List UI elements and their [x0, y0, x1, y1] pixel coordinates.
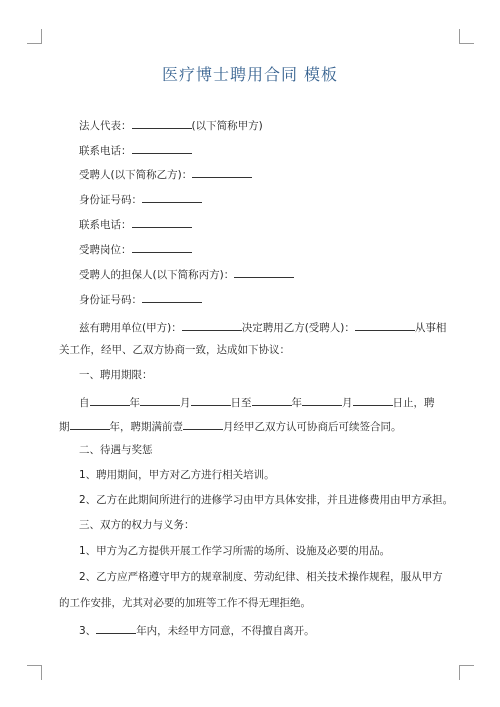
item3-text: 年内，未经甲方同意，不得擅自离开。	[136, 625, 315, 637]
term-line-2	[59, 418, 402, 434]
intro-a: 兹有聘用单位(甲方)：	[79, 322, 182, 334]
phone2-label: 联系电话：	[79, 219, 132, 231]
legal-rep-label: 法人代表：	[79, 120, 132, 132]
position-line	[79, 241, 192, 257]
term-year: 年	[129, 397, 140, 409]
section-1-heading: 一、聘用期限：	[79, 369, 153, 381]
section-3-item-2-line-1: 2、乙方应严格遵守甲方的规章制度、劳动纪律、相关技术操作规程，服从甲方	[79, 571, 443, 583]
intro-line-1	[79, 319, 446, 335]
phone-line-1	[79, 142, 192, 158]
crop-mark-top-right	[459, 29, 474, 44]
term-month2: 月	[342, 397, 353, 409]
phone1-label: 联系电话：	[79, 145, 132, 157]
term-from: 自	[79, 397, 90, 409]
id1-blank	[142, 191, 202, 203]
end-day-blank	[353, 394, 393, 406]
id2-blank	[142, 291, 202, 303]
hiree-line	[79, 166, 252, 182]
position-blank	[132, 241, 192, 253]
guarantor-label: 受聘人的担保人(以下简称丙方)：	[79, 269, 235, 281]
intro-c: 从事相	[414, 322, 447, 334]
start-year-blank	[90, 394, 130, 406]
employee-blank	[355, 319, 415, 331]
id2-label: 身份证号码：	[79, 294, 142, 306]
section-3-item-1: 1、甲方为乙方提供开展工作学习所需的场所、设施及必要的用品。	[79, 545, 391, 557]
section-2-item-1: 1、聘用期间，甲方对乙方进行相关培训。	[79, 469, 275, 481]
position-label: 受聘岗位：	[79, 244, 132, 256]
employer-blank	[182, 319, 242, 331]
term-line-1	[79, 394, 435, 410]
crop-mark-bottom-right	[459, 665, 474, 680]
term2-a: 期	[59, 421, 70, 433]
section-3-item-3	[79, 622, 315, 638]
guarantor-line	[79, 266, 294, 282]
hiree-blank	[192, 166, 252, 178]
hiree-label: 受聘人(以下简称乙方)：	[79, 169, 193, 181]
service-years-blank	[96, 622, 136, 634]
legal-rep-suffix: (以下简称甲方)	[191, 120, 263, 132]
phone2-blank	[132, 216, 192, 228]
term-month: 月	[180, 397, 191, 409]
end-year-blank	[252, 394, 292, 406]
section-2-item-2: 2、乙方在此期间所进行的进修学习由甲方具体安排，并且进修费用由甲方承担。	[79, 494, 454, 506]
section-2-heading: 二、待遇与奖惩	[79, 444, 153, 456]
id-line-2	[79, 291, 202, 307]
start-month-blank	[140, 394, 180, 406]
section-3-heading: 三、双方的权力与义务：	[79, 519, 195, 531]
term-dayto: 日至	[230, 397, 252, 409]
end-month-blank	[302, 394, 342, 406]
term-dayend: 日止，聘	[392, 397, 435, 409]
start-day-blank	[191, 394, 231, 406]
intro-b: 决定聘用乙方(受聘人)：	[241, 322, 355, 334]
term2-b: 年，聘期满前壹	[109, 421, 183, 433]
intro-line-2: 关工作，经甲、乙双方协商一致，达成如下协议：	[59, 344, 290, 356]
id1-label: 身份证号码：	[79, 194, 142, 206]
crop-mark-bottom-left	[27, 665, 42, 680]
notice-months-blank	[183, 418, 223, 430]
id-line-1	[79, 191, 202, 207]
term-years-blank	[70, 418, 110, 430]
term-year2: 年	[291, 397, 302, 409]
document-title: 医疗博士聘用合同 模板	[161, 65, 339, 84]
item3-prefix: 3、	[79, 625, 97, 637]
phone1-blank	[132, 142, 192, 154]
phone-line-2	[79, 216, 192, 232]
legal-rep-line	[79, 117, 263, 133]
legal-rep-blank	[132, 117, 192, 129]
term2-c: 月经甲乙双方认可协商后可续签合同。	[223, 421, 402, 433]
guarantor-blank	[234, 266, 294, 278]
section-3-item-2-line-2: 的工作安排，尤其对必要的加班等工作不得无理拒绝。	[59, 597, 311, 609]
crop-mark-top-left	[27, 29, 42, 44]
